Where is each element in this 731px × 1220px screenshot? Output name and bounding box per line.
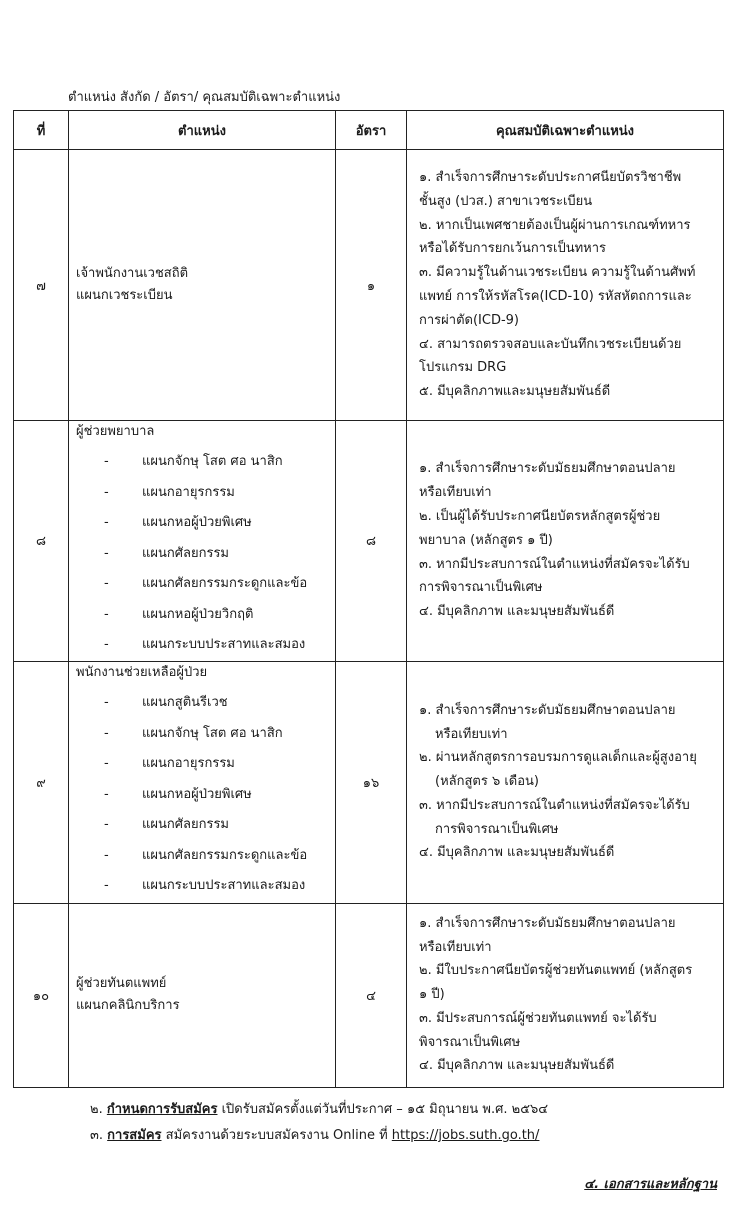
rate-cell: ๑๖ (336, 661, 407, 903)
dash-bullet: - (104, 515, 109, 530)
department-item (76, 780, 335, 811)
department-item (76, 478, 335, 509)
positions-table (13, 110, 724, 1088)
application-method (90, 1124, 539, 1145)
application-method-number: ๓. (90, 1128, 108, 1143)
dash-bullet: - (104, 545, 109, 561)
qualification-line: หรือเทียบเท่า (419, 939, 492, 955)
department-item (76, 810, 335, 841)
header-qualifications: คุณสมบัติเฉพาะตำแหน่ง (407, 111, 724, 150)
department-item (76, 539, 335, 570)
qualification-line: พิจารณาเป็นพิเศษ (419, 1034, 521, 1050)
department-list (76, 447, 335, 661)
department-name: แผนกระบบประสาทและสมอง (142, 637, 306, 652)
qualification-line: การผ่าตัด(ICD-9) (419, 312, 519, 328)
application-period (90, 1098, 548, 1119)
row-number: ๑๐ (14, 903, 69, 1087)
department-name: แผนกศัลยกรรม (142, 817, 229, 833)
department-name: แผนกจักษุ โสต ศอ นาสิก (142, 454, 283, 469)
application-method-text: สมัครงานด้วยระบบสมัครงาน Online ที่ (161, 1128, 392, 1143)
qualification-line: ๓. มีความรู้ในด้านเวชระเบียน ความรู้ในด้านศัพท์ (419, 265, 696, 281)
position-title: พนักงานช่วยเหลือผู้ป่วย (76, 665, 208, 681)
position-cell (69, 903, 336, 1087)
department-name: แผนกอายุรกรรม (142, 756, 235, 772)
qualification-list (419, 912, 715, 1079)
dash-bullet: - (104, 454, 109, 469)
application-method-label: การสมัคร (107, 1128, 162, 1143)
application-period-text: เปิดรับสมัครตั้งแต่วันที่ประกาศ – ๑๕ มิถุนายน พ.ศ. ๒๕๖๔ (217, 1102, 549, 1117)
dash-bullet: - (104, 637, 109, 652)
rate-cell: ๑ (336, 150, 407, 421)
qualification-line: ๑. สำเร็จการศึกษาระดับมัธยมศึกษาตอนปลาย (419, 461, 676, 477)
qualifications-cell (407, 903, 724, 1087)
row-number: ๘ (14, 421, 69, 662)
application-url-link[interactable]: https://jobs.suth.go.th/ (391, 1128, 540, 1143)
row-number: ๗ (14, 150, 69, 421)
position-department: แผนกคลินิกบริการ (76, 998, 180, 1013)
qualification-line: ๕. มีบุคลิกภาพและมนุษยสัมพันธ์ดี (419, 384, 611, 400)
qualification-line: หรือได้รับการยกเว้นการเป็นทหาร (419, 241, 607, 257)
qualification-list (419, 166, 715, 404)
department-item (76, 841, 335, 872)
position-title: ผู้ช่วยพยาบาล (76, 424, 155, 439)
table-row (14, 421, 724, 662)
department-item (76, 630, 335, 661)
dash-bullet: - (104, 847, 109, 863)
dash-bullet: - (104, 756, 109, 772)
qualification-line: ๑. สำเร็จการศึกษาระดับประกาศนียบัตรวิชาชีพ (419, 170, 682, 186)
department-item (76, 688, 335, 719)
qualification-line: พยาบาล (หลักสูตร ๑ ปี) (419, 532, 553, 548)
header-no: ที่ (14, 111, 69, 150)
department-item (76, 600, 335, 631)
qualification-line: ๓. หากมีประสบการณ์ในตำแหน่งที่สมัครจะได้รับ (419, 556, 690, 572)
qualification-line: ๑. สำเร็จการศึกษาระดับมัธยมศึกษาตอนปลาย (419, 915, 676, 931)
dash-bullet: - (104, 606, 109, 622)
qualification-line: ๔. มีบุคลิกภาพ และมนุษยสัมพันธ์ดี (419, 604, 615, 620)
row-number: ๙ (14, 661, 69, 903)
qualification-line: ๓. หากมีประสบการณ์ในตำแหน่งที่สมัครจะได้รับ (419, 797, 690, 813)
qualification-line: ชั้นสูง (ปวส.) สาขาเวชระเบียน (419, 193, 593, 209)
qualification-line: การพิจารณาเป็นพิเศษ (435, 821, 559, 837)
next-page-heading: ๔. เอกสารและหลักฐาน (584, 1177, 717, 1192)
department-name: แผนกศัลยกรรมกระดูกและข้อ (142, 576, 308, 591)
department-name: แผนกศัลยกรรม (142, 545, 229, 561)
department-name: แผนกอายุรกรรม (142, 484, 235, 500)
table-header-row (14, 111, 724, 150)
qualification-line: ๔. มีบุคลิกภาพ และมนุษยสัมพันธ์ดี (419, 845, 615, 861)
rate-cell: ๘ (336, 421, 407, 662)
qualification-line: ๑. สำเร็จการศึกษาระดับมัธยมศึกษาตอนปลาย (419, 702, 676, 718)
qualification-line: หรือเทียบเท่า (419, 485, 492, 501)
department-list (76, 688, 335, 902)
header-position: ตำแหน่ง (69, 111, 336, 150)
position-title: เจ้าพนักงานเวชสถิติ (76, 266, 189, 281)
application-period-label: กำหนดการรับสมัคร (106, 1102, 218, 1117)
department-name: แผนกสูตินรีเวช (142, 695, 228, 711)
qualification-line: ๑ ปี) (419, 987, 445, 1003)
dash-bullet: - (104, 484, 109, 500)
qualification-line: (หลักสูตร ๖ เดือน) (435, 774, 540, 790)
qualifications-cell (407, 150, 724, 421)
application-period-number: ๒. (90, 1102, 107, 1117)
department-name: แผนกหอผู้ป่วยพิเศษ (142, 786, 252, 802)
qualification-list (419, 457, 715, 624)
qualification-line: ๒. เป็นผู้ได้รับประกาศนียบัตรหลักสูตรผู้ช่วย (419, 509, 661, 525)
dash-bullet: - (104, 695, 109, 711)
rate-cell: ๔ (336, 903, 407, 1087)
dash-bullet: - (104, 786, 109, 802)
department-name: แผนกจักษุ โสต ศอ นาสิก (142, 725, 283, 741)
table-row (14, 903, 724, 1087)
department-item (76, 719, 335, 750)
department-name: แผนกระบบประสาทและสมอง (142, 878, 306, 894)
qualification-line: โปรแกรม DRG (419, 360, 507, 376)
qualification-line: แพทย์ การให้รหัสโรค(ICD-10) รหัสหัตถการและ (419, 289, 692, 304)
department-item (76, 569, 335, 600)
qualification-line: ๔. สามารถตรวจสอบและบันทึกเวชระเบียนด้วย (419, 336, 682, 352)
dash-bullet: - (104, 576, 109, 591)
qualification-line: ๓. มีประสบการณ์ผู้ช่วยทันตแพทย์ จะได้รับ (419, 1010, 657, 1026)
qualification-line: หรือเทียบเท่า (435, 726, 508, 742)
dash-bullet: - (104, 878, 109, 894)
department-name: แผนกหอผู้ป่วยวิกฤติ (142, 606, 254, 622)
qualifications-cell (407, 661, 724, 903)
table-row (14, 150, 724, 421)
qualification-line: ๒. มีใบประกาศนียบัตรผู้ช่วยทันตแพทย์ (หลักสูตร (419, 963, 693, 979)
qualification-list (419, 699, 715, 866)
qualification-line: ๒. หากเป็นเพศชายต้องเป็นผู้ผ่านการเกณฑ์ทหาร (419, 217, 691, 233)
position-cell (69, 150, 336, 421)
department-item (76, 508, 335, 539)
position-cell (69, 661, 336, 903)
qualifications-cell (407, 421, 724, 662)
department-item (76, 447, 335, 478)
qualification-line: ๔. มีบุคลิกภาพ และมนุษยสัมพันธ์ดี (419, 1058, 615, 1074)
qualification-line: ๒. ผ่านหลักสูตรการอบรมการดูแลเด็กและผู้สูงอายุ (419, 750, 697, 766)
position-cell (69, 421, 336, 662)
header-rate: อัตรา (336, 111, 407, 150)
department-item (76, 749, 335, 780)
dash-bullet: - (104, 725, 109, 741)
department-name: แผนกศัลยกรรมกระดูกและข้อ (142, 847, 308, 863)
dash-bullet: - (104, 817, 109, 833)
department-item (76, 871, 335, 902)
position-department: แผนกเวชระเบียน (76, 288, 173, 303)
position-title: ผู้ช่วยทันตแพทย์ (76, 976, 167, 991)
department-name: แผนกหอผู้ป่วยพิเศษ (142, 515, 252, 530)
qualification-line: การพิจารณาเป็นพิเศษ (419, 580, 543, 596)
table-caption: ตำแหน่ง สังกัด / อัตรา/ คุณสมบัติเฉพาะตำแหน่ง (68, 90, 341, 105)
table-row (14, 661, 724, 903)
